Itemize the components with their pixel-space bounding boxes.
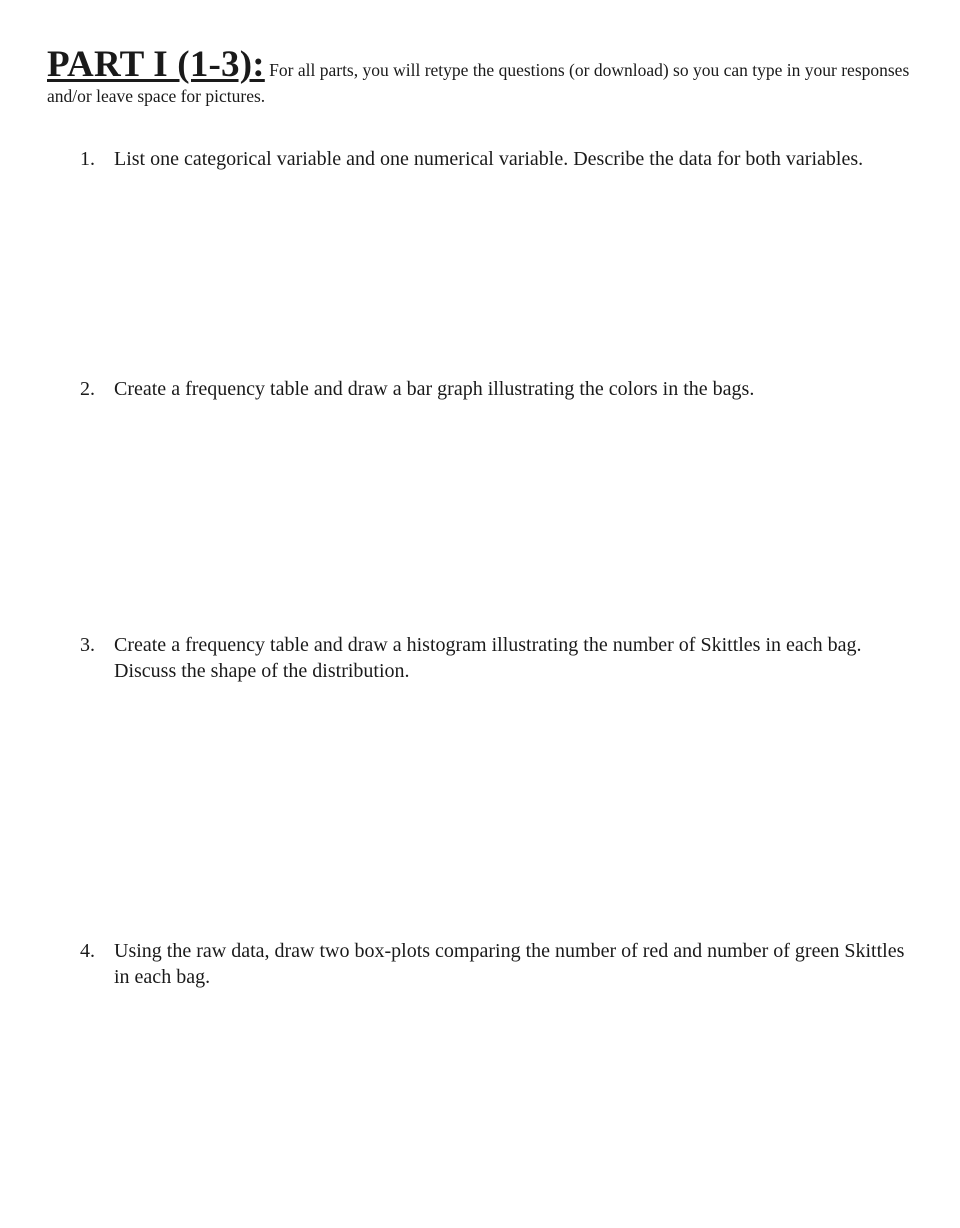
question-3 [80, 632, 910, 684]
section-header [47, 44, 917, 109]
question-number: 3. [80, 634, 95, 656]
question-number: 1. [80, 148, 95, 170]
question-4 [80, 938, 910, 990]
question-text: List one categorical variable and one numerical variable. Describe the data for both variables. [114, 148, 864, 170]
question-number: 4. [80, 940, 95, 962]
question-text: Create a frequency table and draw a histogram illustrating the number of Skittles in each bag. Discuss the shape of the distribution. [114, 634, 862, 682]
question-text: Using the raw data, draw two box-plots comparing the number of red and number of green Skittles in each bag. [114, 940, 905, 988]
part-title: PART I (1-3): [47, 44, 265, 85]
question-1 [80, 146, 910, 172]
instructions-text: For all parts, you will retype the questions (or download) so you can type in your responses and/or leave space for pictures. [47, 60, 910, 106]
question-number: 2. [80, 378, 95, 400]
question-text: Create a frequency table and draw a bar graph illustrating the colors in the bags. [114, 378, 755, 400]
question-2 [80, 376, 910, 402]
